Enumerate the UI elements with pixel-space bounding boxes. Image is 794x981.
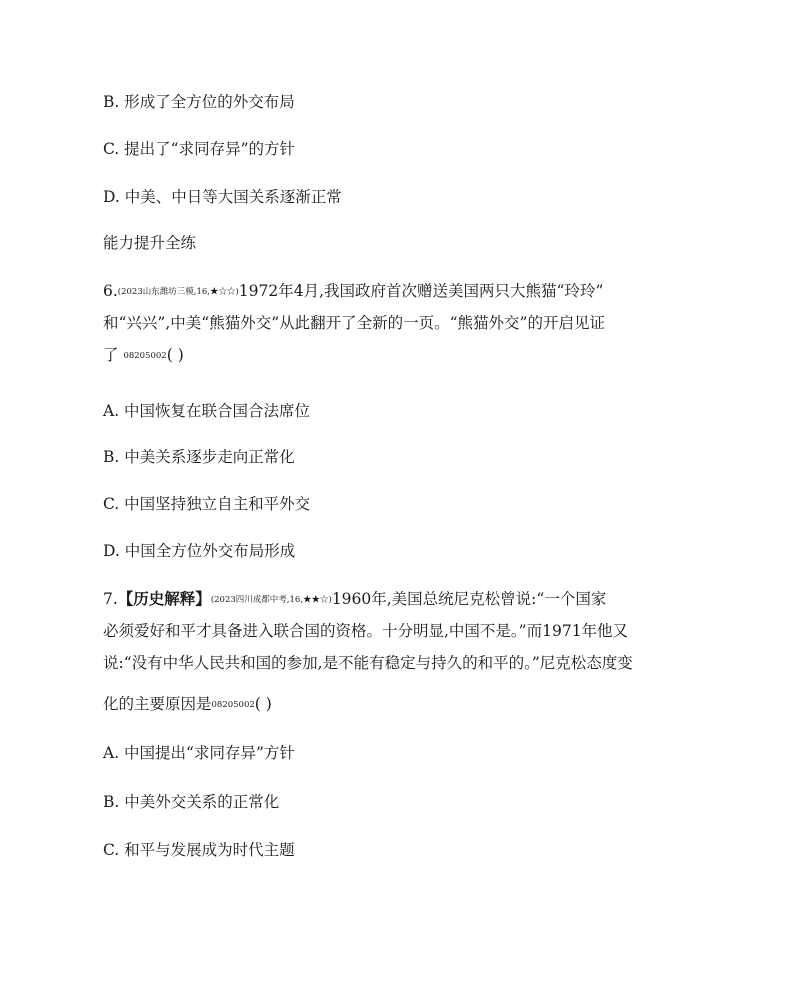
q6-option-d: D. 中国全方位外交布局形成: [103, 542, 296, 560]
q5-option-b: B. 形成了全方位的外交布局: [103, 93, 295, 111]
q7-text-4: 化的主要原因是: [103, 695, 212, 713]
q7-source: (2023四川成都中考,16,★★☆): [210, 595, 332, 605]
q6-number: 6.: [103, 282, 118, 300]
q6-line-2: 和“兴兴”,中美“熊猫外交”从此翻开了全新的一页。“熊猫外交”的开启见证: [103, 314, 605, 332]
q6-source: (2023山东潍坊三模,16,★☆☆): [117, 287, 239, 297]
q6-option-c: C. 中国坚持独立自主和平外交: [103, 495, 311, 513]
q7-option-b: B. 中美外交关系的正常化: [103, 793, 280, 811]
q7-line-4: [103, 693, 703, 716]
q7-tag: 【历史解释】: [117, 590, 211, 608]
q6-line-3: [103, 344, 703, 367]
q6-text-3: 了: [103, 346, 119, 364]
q7-line-2: 必须爱好和平才具备进入联合国的资格。十分明显,中国不是。”而1971年他又: [103, 622, 629, 640]
q5-option-d: D. 中美、中日等大国关系逐渐正常: [103, 188, 342, 206]
q6-line-1: [103, 280, 703, 303]
q7-line-1: [103, 588, 703, 611]
q6-code: 08205002: [123, 351, 167, 361]
q7-answer-blank: ( ): [254, 695, 272, 713]
q6-answer-blank: ( ): [166, 346, 184, 364]
q7-code: 08205002: [211, 700, 255, 710]
q5-option-c: C. 提出了“求同存异”的方针: [103, 140, 296, 158]
q6-text-1: 1972年4月,我国政府首次赠送美国两只大熊猫“玲玲”: [238, 282, 604, 300]
q6-option-a: A. 中国恢复在联合国合法席位: [103, 402, 311, 420]
q7-text-1: 1960年,美国总统尼克松曾说:“一个国家: [331, 590, 607, 608]
q7-option-c: C. 和平与发展成为时代主题: [103, 841, 295, 859]
q6-option-b: B. 中美关系逐步走向正常化: [103, 448, 295, 466]
section-heading: 能力提升全练: [103, 234, 197, 252]
q7-number: 7.: [103, 590, 118, 608]
q7-option-a: A. 中国提出“求同存异”方针: [103, 744, 295, 762]
q7-line-3: 说:“没有中华人民共和国的参加,是不能有稳定与持久的和平的。”尼克松态度变: [103, 654, 633, 672]
